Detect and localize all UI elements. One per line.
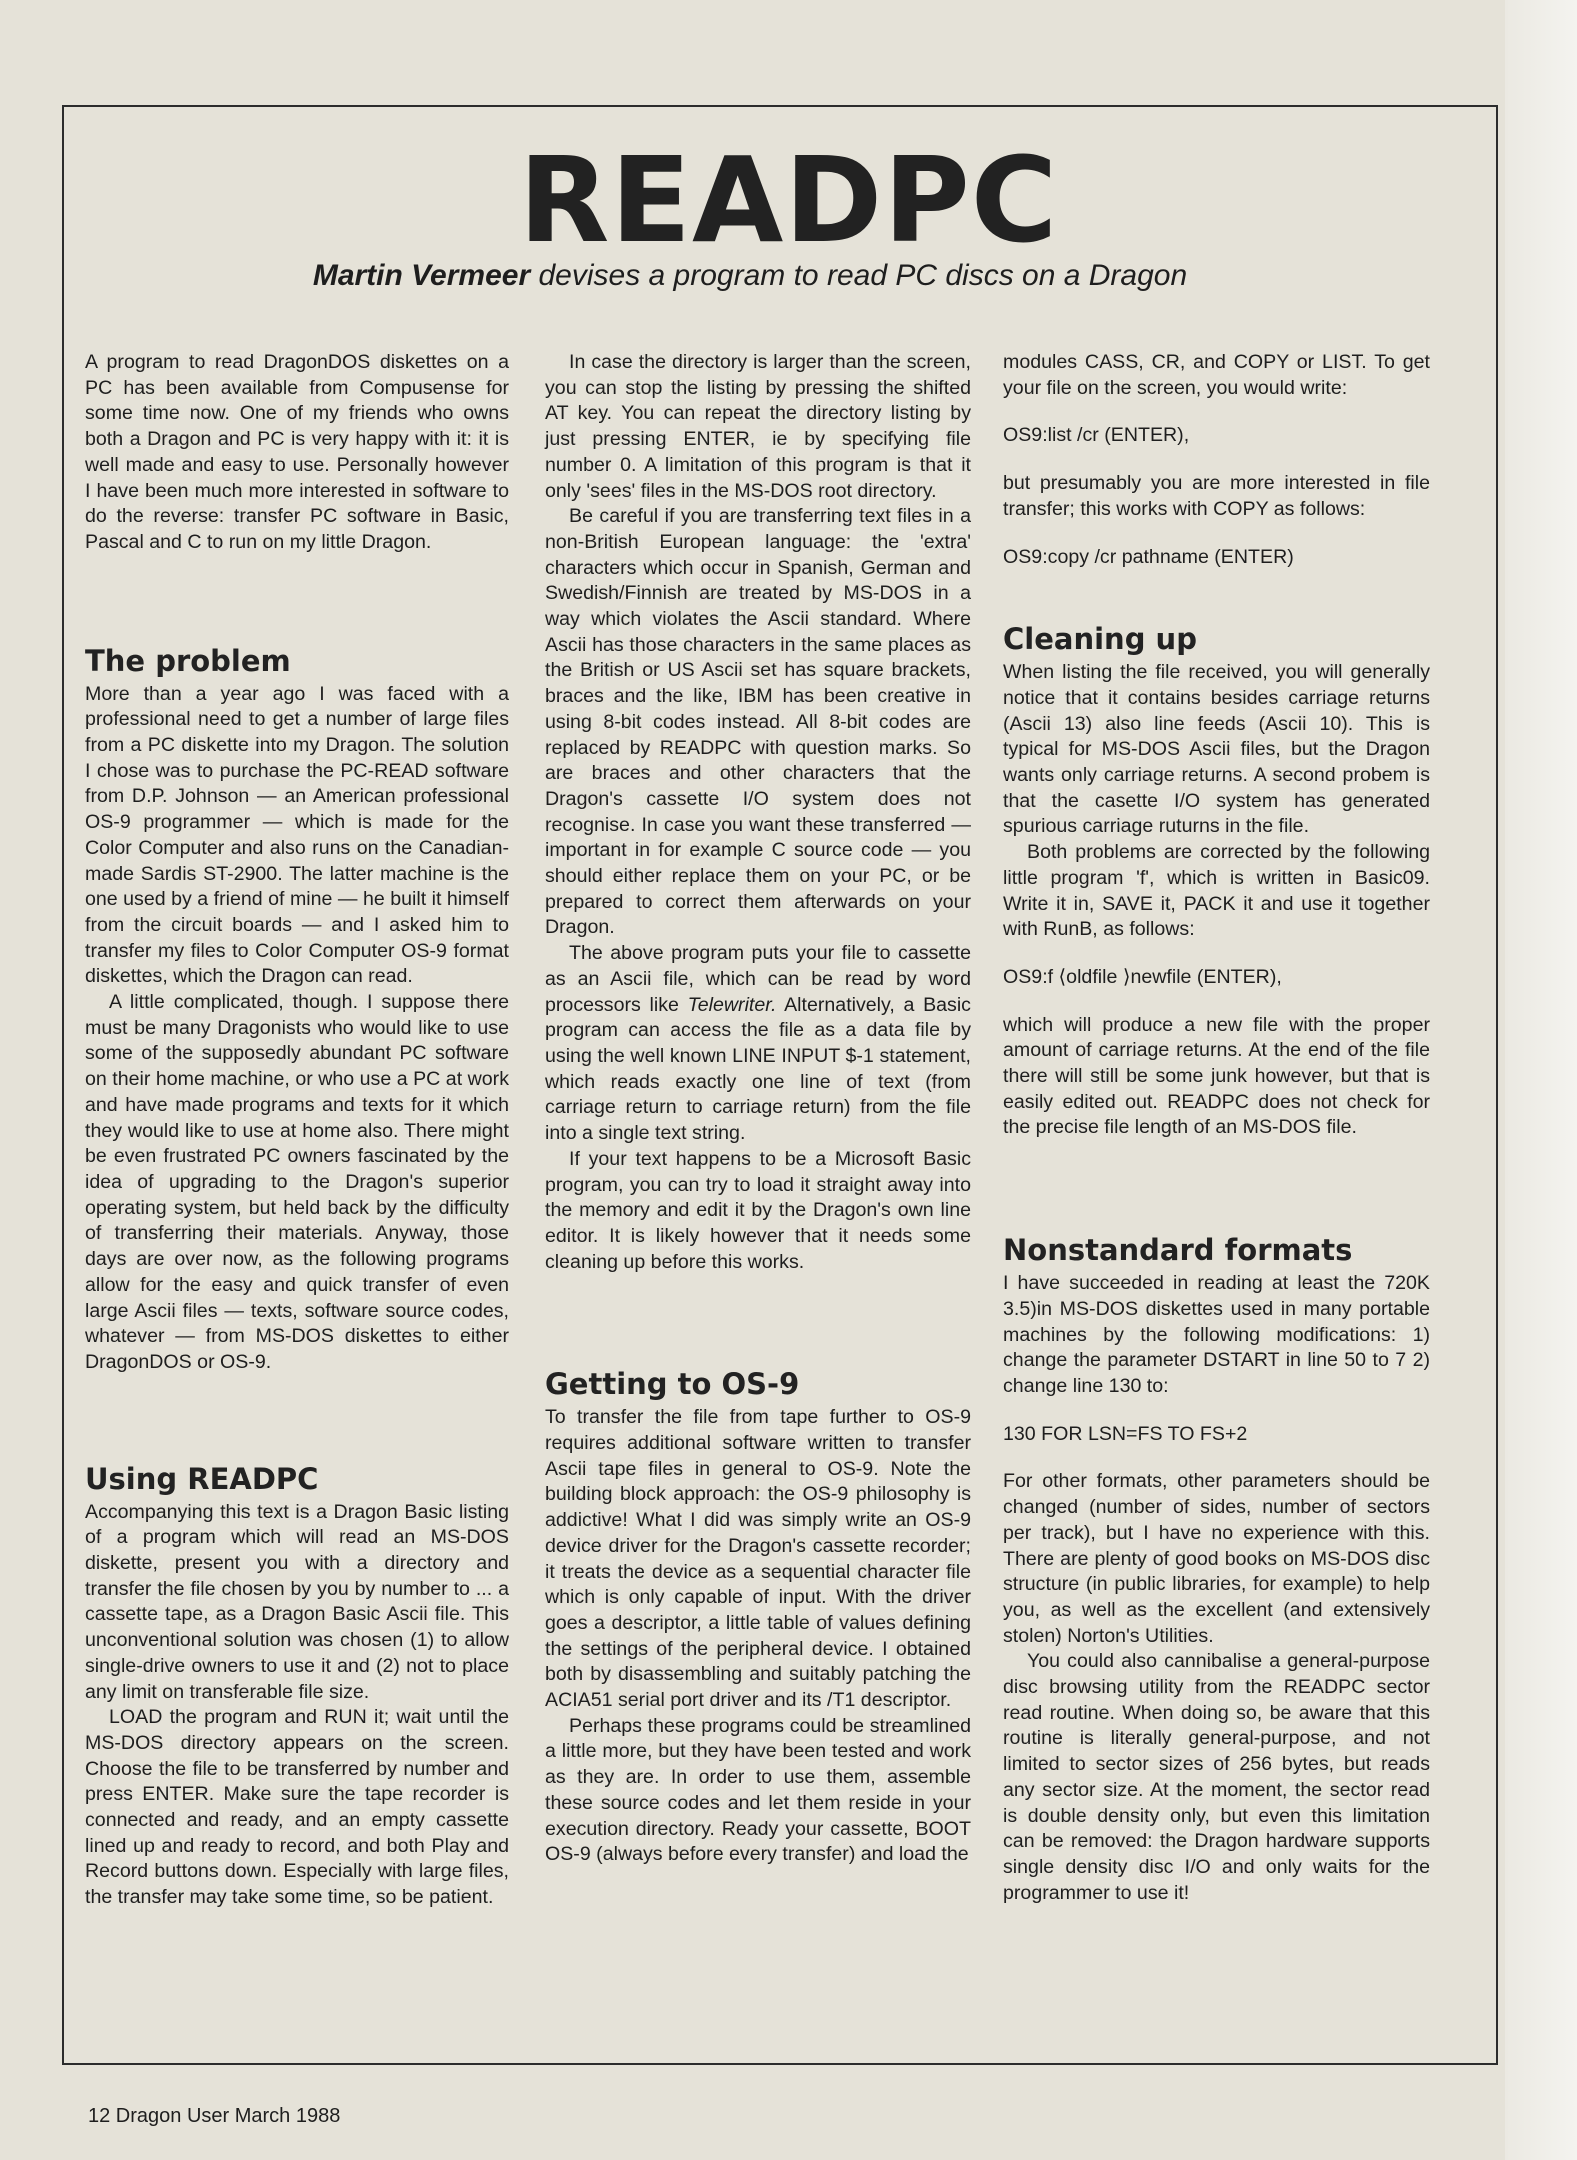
heading-getting-to-os9: Getting to OS-9 (545, 1367, 800, 1402)
paragraph: For other formats, other parameters should be changed (number of sides, number of sectors per track), but I have no experience with this. There are plenty of good books on MS-DOS disc structure (in public libraries, for example) to help you, as well as the excellent (and extensively stolen) Norton's Utilities. (1003, 1470, 1430, 1647)
paragraph: LOAD the program and RUN it; wait until the MS-DOS directory appears on the screen. Choose the file to be transferred by number and press ENTER. Make sure the tape recorder is connected and ready, and an empty cassette lined up and ready to record, and both Play and Record buttons down. Especially with large files, the transfer may take some time, so be patient. (85, 1706, 509, 1909)
code-line: OS9:copy /cr pathname (ENTER) (1003, 545, 1294, 568)
code-line: 130 FOR LSN=FS TO FS+2 (1003, 1422, 1248, 1445)
code-line: OS9:f ⟨oldfile ⟩newfile (ENTER), (1003, 965, 1282, 988)
paragraph: In case the directory is larger than the screen, you can stop the listing by pressing the shifted AT key. You can repeat the directory listing by just pressing ENTER, ie by specifying file number 0. A limitation of this program is that it only 'sees' files in the MS-DOS root directory. (545, 351, 971, 502)
text-run: Alternatively, a Basic program can access the file as a data file by using the well known LINE INPUT $-1 statement, which reads exactly one line of text (from carriage return to carriage return) from the file into a single text string. (545, 993, 971, 1145)
heading-nonstandard-formats: Nonstandard formats (1003, 1233, 1353, 1268)
article-subtitle (300, 258, 1200, 294)
paragraph: Both problems are corrected by the following little program 'f', which is written in Basic09. Write it in, SAVE it, PACK it and use it together with RunB, as follows: (1003, 841, 1430, 941)
paragraph: More than a year ago I was faced with a professional need to get a number of large files from a PC diskette into my Dragon. The solution I chose was to purchase the PC-READ software from D.P. Johnson — an American professional OS-9 programmer — which is made for the Color Computer and also runs on the Canadian-made Sardis ST-2900. The latter machine is the one used by a friend of mine — he built it himself from the circuit boards — and I asked him to transfer my files to Color Computer OS-9 format diskettes, which the Dragon can read. (85, 682, 509, 988)
italic-title: Telewriter. (687, 993, 777, 1016)
text-run: The above program puts your file to cassette as an Ascii file, which can be read by word processors like (545, 942, 971, 1016)
paragraph: which will produce a new file with the proper amount of carriage returns. At the end of the file there will still be some junk however, but that is easily edited out. READPC does not check for the precise file length of an MS-DOS file. (1003, 1013, 1430, 1139)
article-title: READPC (518, 131, 1059, 269)
paragraph: Perhaps these programs could be streamlined a little more, but they have been tested and work as they are. In order to use them, assemble these source codes and let them reside in your execution directory. Ready your cassette, BOOT OS-9 (always before every transfer) and load the (545, 1714, 971, 1866)
paragraph: but presumably you are more interested in file transfer; this works with COPY as follows: (1003, 472, 1430, 520)
paragraph: I have succeeded in reading at least the 720K 3.5)in MS-DOS diskettes used in many portable machines by the following modifications: 1) change the parameter DSTART in line 50 to 7 2) change line 130 to: (1003, 1272, 1430, 1397)
paragraph: If your text happens to be a Microsoft Basic program, you can try to load it straight away into the memory and edit it by the Dragon's own line editor. It is likely however that it needs some cleaning up before this works. (545, 1147, 971, 1273)
page-footer: 12 Dragon User March 1988 (88, 2105, 341, 2127)
paragraph (545, 941, 971, 1147)
byline-author: Martin Vermeer (312, 259, 531, 292)
column-3 (1003, 350, 1430, 2080)
paragraph: Be careful if you are transferring text files in a non-British European language: the 'extra' characters which occur in Spanish, German and Swedish/Finnish are treated by MS-DOS in a way which violates the Ascii standard. Where Ascii has those characters in the same places as the British or US Ascii set has square brackets, braces and the like, IBM has been creative in using 8-bit codes instead. All 8-bit codes are replaced by READPC with question marks. So are braces and other characters that the Dragon's cassette I/O system does not recognise. In case you want these transferred — important in for example C source code — you should either replace them on your PC, or be prepared to correct them afterwards on your Dragon. (545, 505, 971, 939)
paragraph: Accompanying this text is a Dragon Basic listing of a program which will read an MS-DOS diskette, present you with a directory and transfer the file chosen by you by number to ... a cassette tape, as a Dragon Basic Ascii file. This unconventional solution was chosen (1) to allow single-drive owners to use it and (2) not to place any limit on transferable file size. (85, 1500, 509, 1703)
column-1 (85, 350, 509, 2080)
paragraph: modules CASS, CR, and COPY or LIST. To get your file on the screen, you would write: (1003, 351, 1430, 399)
heading-the-problem: The problem (85, 643, 291, 678)
heading-cleaning-up: Cleaning up (1003, 622, 1197, 657)
subtitle-text: devises a program to read PC discs on a Dragon (538, 259, 1188, 292)
paragraph: A little complicated, though. I suppose there must be many Dragonists who would like to use some of the supposedly abundant PC software on their home machine, or who use a PC at work and have made programs and texts for it which they would like to use at home also. There might be even frustrated PC owners fascinated by the idea of upgrading to the Dragon's superior operating system, but held back by the difficulty of transferring their materials. Anyway, those days are over now, as the following programs allow for the easy and quick transfer of even large Ascii files — texts, software source codes, whatever — from MS-DOS diskettes to either DragonDOS or OS-9. (85, 991, 509, 1373)
code-line: OS9:list /cr (ENTER), (1003, 424, 1190, 447)
facing-page-edge (1505, 0, 1577, 2160)
paragraph: When listing the file received, you will generally notice that it contains besides carriage returns (Ascii 13) also line feeds (Ascii 10). This is typical for MS-DOS Ascii files, but the Dragon wants only carriage returns. A second probem is that the casette I/O system has generated spurious carriage ruturns in the file. (1003, 661, 1430, 838)
paragraph: You could also cannibalise a general-purpose disc browsing utility from the READPC sector read routine. When doing so, be aware that this routine is literally general-purpose, and not limited to sector sizes of 256 bytes, but reads any sector size. At the moment, the sector read is double density only, but even this limitation can be removed: the Dragon hardware supports single density disc I/O and only waits for the programmer to use it! (1003, 1650, 1430, 1904)
paragraph: A program to read DragonDOS diskettes on a PC has been available from Compusense for some time now. One of my friends who owns both a Dragon and PC is very happy with it: it is well made and easy to use. Personally however I have been much more interested in software to do the reverse: transfer PC software in Basic, Pascal and C to run on my little Dragon. (85, 351, 509, 553)
column-2 (545, 350, 971, 2080)
heading-using-readpc: Using READPC (85, 1461, 319, 1496)
paragraph: To transfer the file from tape further to OS-9 requires additional software written to transfer Ascii tape files in general to OS-9. Note the building block approach: the OS-9 philosophy is addictive! What I did was simply write an OS-9 device driver for the Dragon's cassette recorder; it treats the device as a sequential character file which is only capable of input. With the driver goes a descriptor, a little table of values defining the settings of the peripheral device. I obtained both by disassembling and suitably patching the ACIA51 serial port driver and its /T1 descriptor. (545, 1406, 971, 1712)
